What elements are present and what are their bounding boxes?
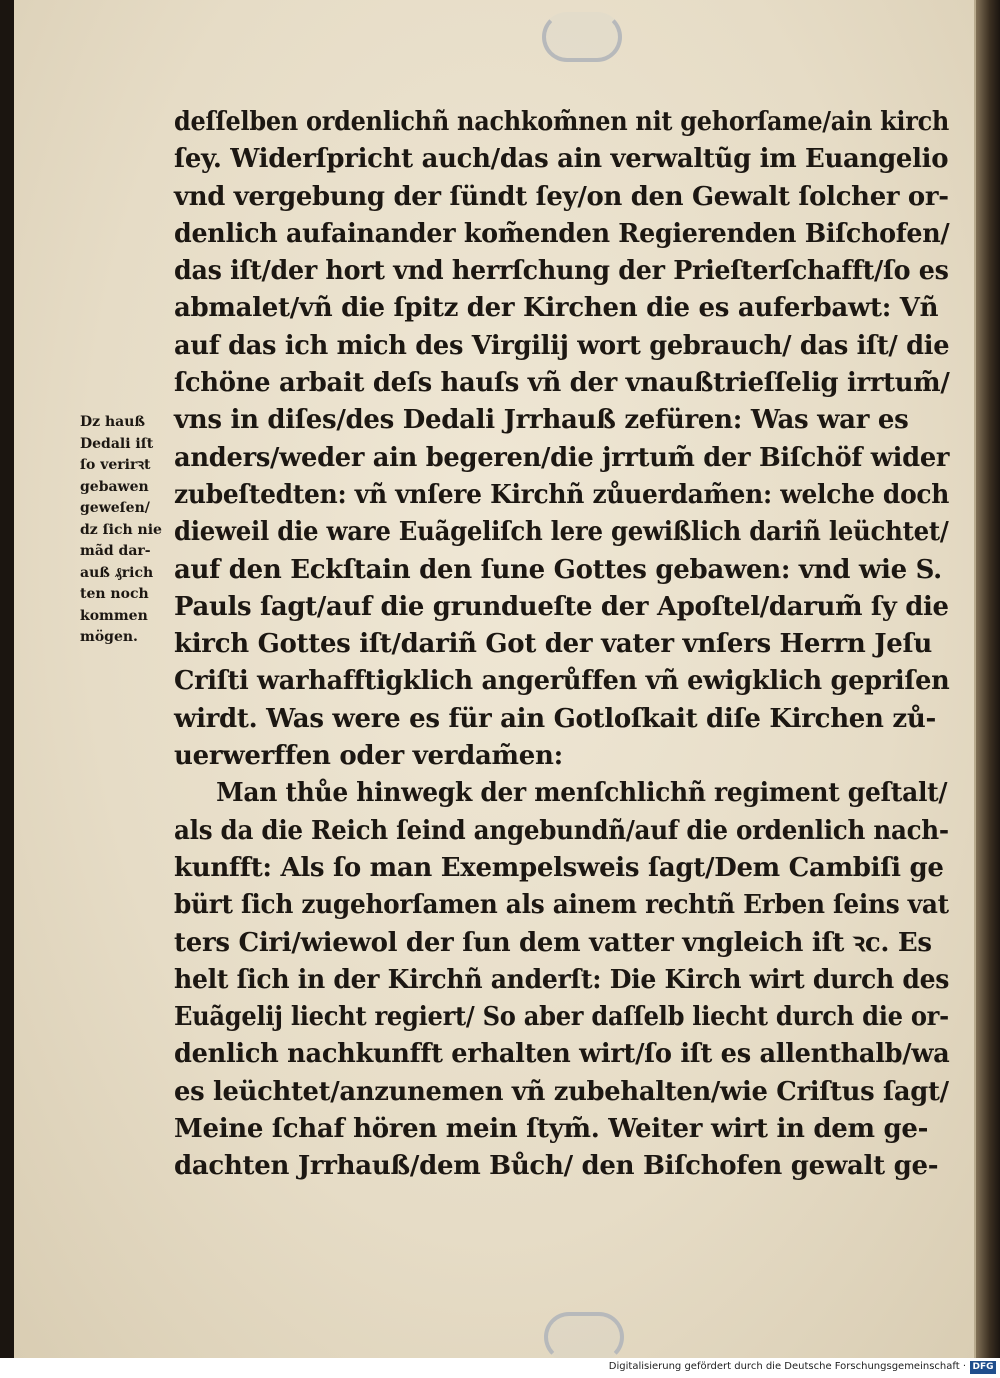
margin-note-line: ſo verirꝛt [80, 457, 151, 473]
margin-note-line: auß ₰rich [80, 564, 154, 581]
text-line: denlich nachkunfft erhalten wirt/ſo iſt es allenthalb/wa [174, 1039, 950, 1070]
text-line: vnd vergebung der ſündt ſey/on den Gewalt ſolcher or- [174, 181, 949, 212]
text-line: Criſti warhafftigklich angerůffen vñ ewigklich gepriſen [174, 666, 950, 697]
main-text-block [174, 104, 949, 1186]
margin-note-line: kommen [80, 607, 148, 624]
margin-note-line: geweſen/ [80, 500, 150, 516]
text-line: anders/weder ain begeren/die jrrtum̃ der Biſchöf wider [174, 442, 950, 473]
text-line: als da die Reich ſeind angebundñ/auf die ordenlich nach- [174, 815, 949, 846]
bottom-page-clip [544, 1312, 624, 1362]
margin-note-line: Dz hauß [80, 414, 146, 430]
text-line: bürt ſich zugehorſamen als ainem rechtñ Erben ſeins vat [174, 890, 949, 921]
text-line: auf das ich mich des Virgilij wort gebrauch/ das iſt/ die [174, 330, 950, 361]
text-line: wirdt. Was were es für ain Gotloſkait diſe Kirchen zů- [174, 703, 936, 734]
text-line: auf den Eckſtain den ſune Gottes gebawen: vnd wie S. [174, 554, 942, 585]
text-line: dachten Jrrhauß/dem Bůch/ den Biſchofen gewalt ge- [174, 1151, 939, 1182]
top-page-clip [542, 12, 622, 62]
margin-note-line: dz ſich nie [80, 521, 162, 538]
text-line: zubeſtedten: vñ vnſere Kirchñ zůuerdam̃en: welche doch [174, 479, 950, 510]
text-line: Euãgelij liecht regiert/ So aber daſſelb liecht durch die or- [174, 1002, 949, 1033]
funding-credit: Digitalisierung gefördert durch die Deutsche Forschungsgemeinschaft · [608, 1361, 966, 1372]
text-line: es leüchtet/anzunemen vñ zubehalten/wie Criſtus ſagt/ [174, 1076, 949, 1107]
dfg-logo[interactable]: DFG [970, 1361, 996, 1374]
book-spine [974, 0, 1000, 1358]
footer-bar [0, 1358, 1000, 1378]
text-line: helt ſich in der Kirchñ anderſt: Die Kirch wirt durch des [174, 964, 950, 995]
text-line: ters Ciri/wiewol der ſun dem vatter vngleich iſt ꝛc. Es [174, 927, 932, 958]
text-line: uerwerffen oder verdam̃en: [174, 741, 563, 772]
text-line: kirch Gottes iſt/dariñ Got der vater vnſers Herrn Jeſu [174, 629, 932, 660]
book-page [14, 0, 976, 1358]
margin-note-line: mögen. [80, 629, 138, 645]
text-line: dieweil die ware Euãgeliſch lere gewißlich dariñ leüchtet/ [174, 517, 949, 548]
text-line: denlich aufainander kom̃enden Regierenden Biſchofen/ [174, 218, 950, 249]
text-line: Meine ſchaf hören mein ſtym̃. Weiter wirt in dem ge- [174, 1114, 929, 1145]
text-line: das iſt/der hort vnd herrſchung der Prieſterſchafft/ſo es [174, 256, 949, 287]
text-line: kunfft: Als ſo man Exempelsweis ſagt/Dem Cambiſi ge [174, 852, 944, 883]
text-line: ſchöne arbait deſs hauſs vñ der vnaußtrieſſelig irrtum̃/ [174, 368, 950, 399]
margin-note-line: mãd dar- [80, 543, 151, 559]
text-line: abmalet/vñ die ſpitz der Kirchen die es auferbawt: Vñ [174, 293, 939, 324]
margin-note-line: gebawen [80, 478, 149, 495]
text-line: ſey. Widerſpricht auch/das ain verwaltũg im Euangelio [174, 144, 949, 175]
text-line: vns in diſes/des Dedali Jrrhauß zefüren: Was war es [174, 405, 909, 436]
margin-note [80, 412, 172, 649]
margin-note-line: Dedali iſt [80, 435, 154, 452]
text-line: deſſelben ordenlichñ nachkom̃nen nit gehorſame/ain kirch [174, 107, 950, 137]
margin-note-line: ten noch [80, 586, 149, 602]
text-line: Pauls ſagt/auf die grundueſte der Apoſtel/darum̃ ſy die [174, 591, 949, 622]
paragraph-start-line: Man thůe hinwegk der menſchlichñ regiment geſtalt/ [216, 778, 948, 809]
